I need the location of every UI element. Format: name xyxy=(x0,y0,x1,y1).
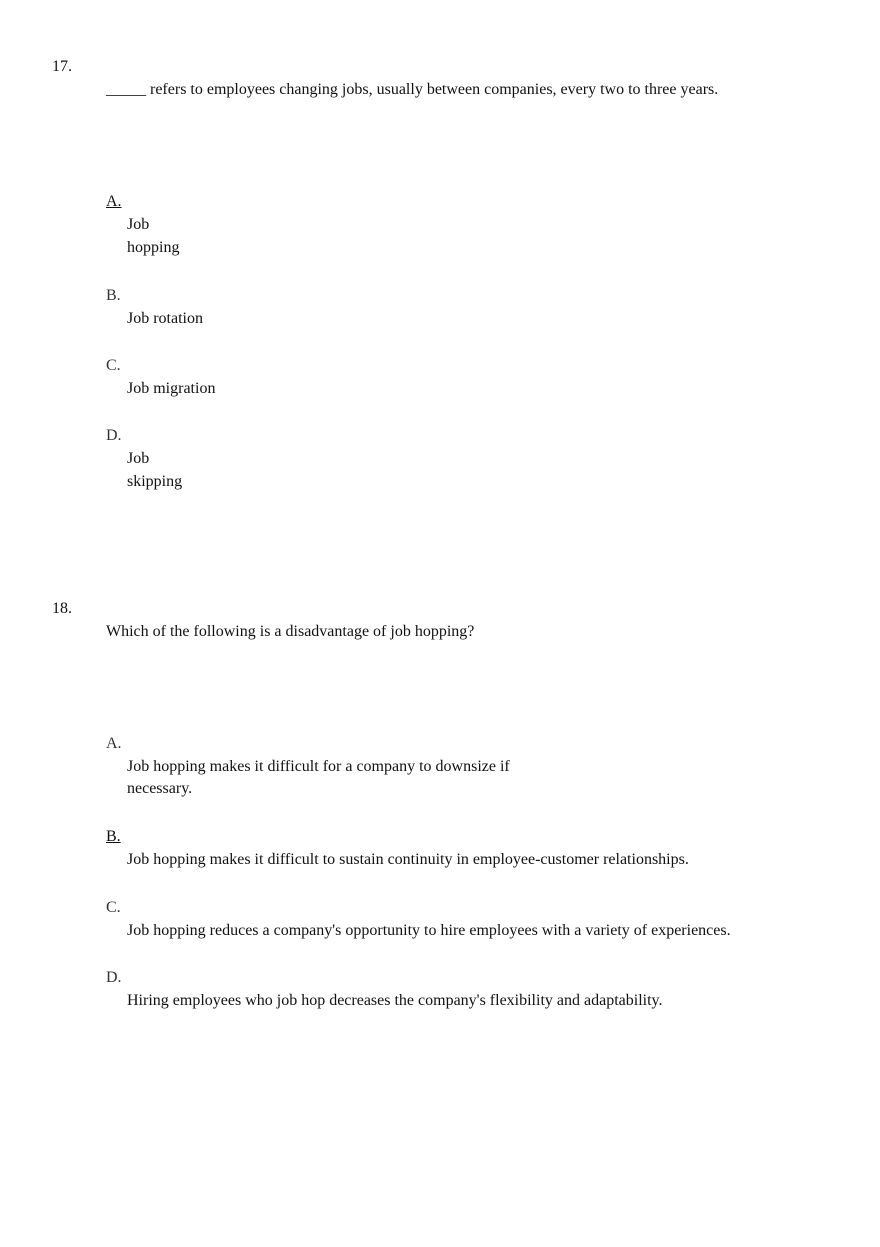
option-letter: A. xyxy=(106,735,122,752)
option-text: Job hopping makes it difficult to sustain continuity in employee-customer relationships. xyxy=(127,851,689,868)
option-text: Job hopping makes it difficult for a company to downsize if xyxy=(127,758,510,775)
option-letter: B. xyxy=(106,828,121,845)
question-text: Which of the following is a disadvantage of job hopping? xyxy=(106,623,475,640)
question-number: 17. xyxy=(52,58,72,75)
question-number: 18. xyxy=(52,600,72,617)
option-letter: D. xyxy=(106,969,122,986)
option-text: Job hopping reduces a company's opportunity to hire employees with a variety of experiences. xyxy=(127,922,731,939)
option-text: Job xyxy=(127,450,150,467)
option-text: Job rotation xyxy=(127,310,203,327)
option-text: Hiring employees who job hop decreases the company's flexibility and adaptability. xyxy=(127,992,663,1009)
option-text: Job migration xyxy=(127,380,216,397)
question-text: _____ refers to employees changing jobs, usually between companies, every two to three years. xyxy=(106,81,719,98)
option-letter: D. xyxy=(106,427,122,444)
option-text: hopping xyxy=(127,239,180,256)
option-letter: A. xyxy=(106,193,122,210)
option-text: skipping xyxy=(127,473,183,490)
option-text: Job xyxy=(127,216,150,233)
option-text: necessary. xyxy=(127,780,193,797)
option-letter: C. xyxy=(106,899,121,916)
option-letter: B. xyxy=(106,287,121,304)
option-letter: C. xyxy=(106,357,121,374)
